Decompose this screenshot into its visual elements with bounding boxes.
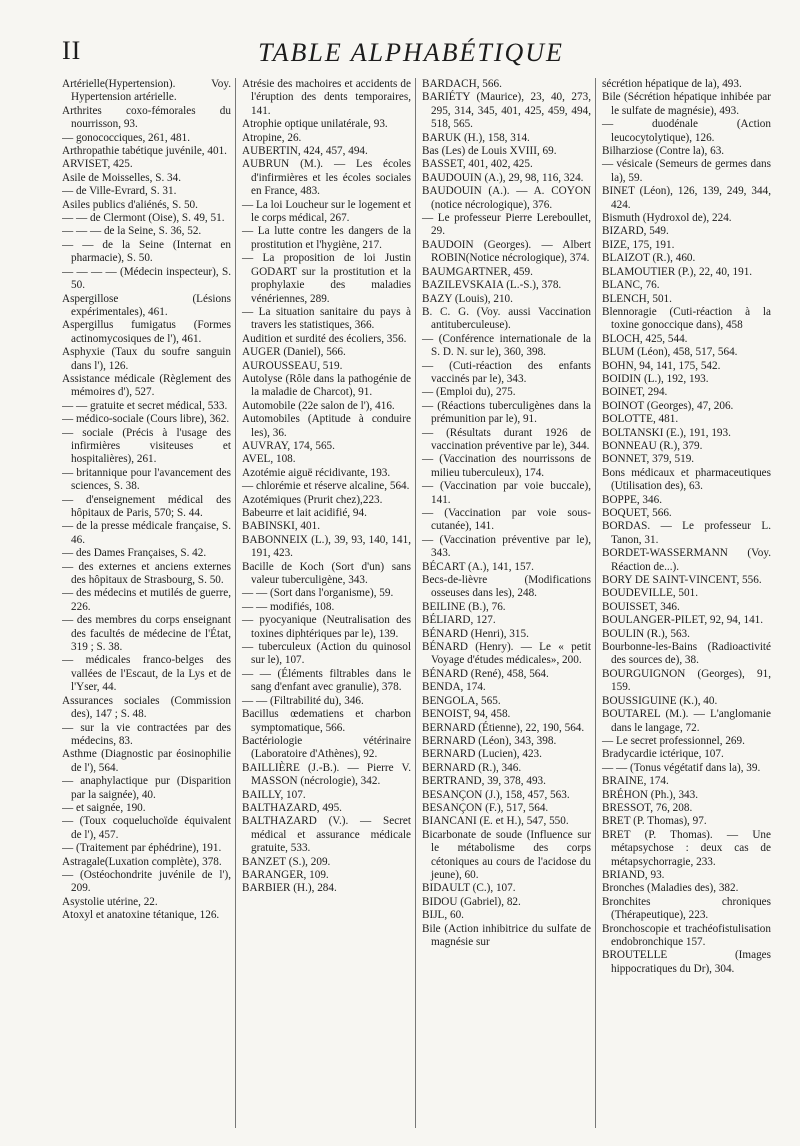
index-entry: BOLOTTE, 481. — [602, 413, 679, 426]
index-entry: BOHN, 94, 141, 175, 542. — [602, 359, 721, 372]
index-entry: — La proposition de loi Justin GODART sur la prostitution et la prophylaxie des maladies vénériennes, 289. — [242, 252, 411, 305]
index-entry: BINET (Léon), 126, 139, 249, 344, 424. — [602, 185, 771, 211]
index-entry: — (Toux coqueluchoïde équivalent de l'), 457. — [62, 815, 231, 841]
index-columns — [62, 78, 771, 1128]
index-entry: BLAMOUTIER (P.), 22, 40, 191. — [602, 265, 753, 278]
index-entry: BARBIER (H.), 284. — [242, 882, 337, 895]
page-title: TABLE ALPHABÉTIQUE — [258, 38, 564, 67]
index-entry: BRIAND, 93. — [602, 868, 665, 881]
index-entry: — d'enseignement médical des hôpitaux de Paris, 570; S. 44. — [62, 493, 231, 519]
index-entry: Assistance médicale (Règlement des mémoires d'), 527. — [62, 372, 231, 399]
index-entry: BORDET-WASSERMANN (Voy. Réaction de...). — [602, 547, 771, 573]
index-entry: BOULIN (R.), 563. — [602, 627, 690, 640]
index-entry: BOPPE, 346. — [602, 493, 662, 506]
index-entry: BAILLY, 107. — [242, 788, 306, 801]
index-entry: BAUDOUIN (A.), 29, 98, 116, 324. — [422, 171, 584, 184]
index-entry: Atrophie optique unilatérale, 93. — [242, 118, 388, 131]
index-column-3 — [415, 78, 591, 1128]
index-entry: — (Résultats durant 1926 de vaccination préventive par le), 344. — [422, 426, 591, 452]
index-entry: BRET (P. Thomas), 97. — [602, 815, 707, 828]
index-entry: — des externes et anciens externes des hôpitaux de Strasbourg, S. 50. — [62, 560, 231, 587]
index-entry: Bourbonne-les-Bains (Radioactivité des sources de), 38. — [602, 641, 771, 667]
index-entry: — de Ville-Evrard, S. 31. — [62, 185, 177, 198]
index-entry: BOUTAREL (M.). — L'anglomanie dans le langage, 72. — [602, 708, 771, 734]
index-entry: BAUDOIN (Georges). — Albert ROBIN(Notice nécrologique), 374. — [422, 238, 591, 265]
index-entry: — et saignée, 190. — [62, 801, 146, 814]
index-entry: BENGOLA, 565. — [422, 694, 501, 707]
index-entry: BOUSSIGUINE (K.), 40. — [602, 694, 718, 707]
index-entry: — (Vaccination des nourrissons de milieu tuberculeux), 174. — [422, 453, 591, 479]
index-entry: Bicarbonate de soude (Influence sur le métabolisme des corps cétoniques au cours de l'acidose du jeune), 60. — [422, 828, 591, 881]
index-entry: — gonococciques, 261, 481. — [62, 131, 191, 144]
index-entry: BIJL, 60. — [422, 909, 464, 922]
index-entry: — des médecins et mutilés de guerre, 226. — [62, 587, 231, 613]
index-entry: — pyocyanique (Neutralisation des toxines diphtériques par le), 139. — [242, 614, 411, 640]
index-entry: Astragale(Luxation complète), 378. — [62, 855, 222, 868]
index-entry: Audition et surdité des écoliers, 356. — [242, 332, 407, 345]
index-entry: BERTRAND, 39, 378, 493. — [422, 775, 546, 788]
index-entry: BERNARD (Lucien), 423. — [422, 748, 542, 761]
index-entry: Becs-de-lièvre (Modifications osseuses dans les), 248. — [422, 574, 591, 600]
index-entry: — des Dames Françaises, S. 42. — [62, 547, 207, 560]
index-entry: — — (Sort dans l'organisme), 59. — [242, 587, 394, 600]
index-entry: Bacille de Koch (Sort d'un) sans valeur tuberculigène, 343. — [242, 560, 411, 587]
index-entry: AVEL, 108. — [242, 453, 296, 466]
index-entry: BONNET, 379, 519. — [602, 453, 695, 466]
index-entry: BESANÇON (F.), 517, 564. — [422, 801, 549, 814]
index-entry: Bile (Sécrétion hépatique inhibée par le sulfate de magnésie), 493. — [602, 91, 771, 117]
index-entry: BÉCART (A.), 141, 157. — [422, 560, 534, 573]
index-entry: AUBRUN (M.). — Les écoles d'infirmières et les écoles sociales en France, 483. — [242, 158, 411, 198]
index-entry: — — — — (Médecin inspecteur), S. 50. — [62, 265, 231, 292]
index-entry: BROUTELLE (Images hippocratiques du Dr), 304. — [602, 949, 771, 975]
index-entry: BRAINE, 174. — [602, 775, 669, 788]
index-entry: — anaphylactique pur (Disparition par la saignée), 40. — [62, 775, 231, 801]
index-entry: BRET (P. Thomas). — Une métapsychose : deux cas de métapsychorragie, 233. — [602, 828, 771, 868]
index-entry: Aspergillus fumigatus (Formes actinomycosiques de l'), 461. — [62, 319, 231, 345]
index-entry: — — modifiés, 108. — [242, 600, 335, 613]
index-entry: Bronchites chroniques (Thérapeutique), 223. — [602, 895, 771, 922]
index-entry: BENOIST, 94, 458. — [422, 708, 511, 721]
index-entry: Bas (Les) de Louis XVIII, 69. — [422, 145, 557, 158]
index-entry: BLAIZOT (R.), 460. — [602, 252, 696, 265]
index-entry: — La loi Loucheur sur le logement et le corps médical, 267. — [242, 198, 411, 225]
index-entry: — (Traitement par éphédrine), 191. — [62, 842, 222, 855]
index-entry: BLANC, 76. — [602, 279, 660, 292]
index-entry: BÉNARD (René), 458, 564. — [422, 667, 549, 680]
index-entry: BORY DE SAINT-VINCENT, 556. — [602, 574, 762, 587]
index-entry: Asphyxie (Taux du soufre sanguin dans l'), 126. — [62, 346, 231, 372]
index-entry: Autolyse (Rôle dans la pathogénie de la maladie de Charcot), 91. — [242, 372, 411, 399]
index-entry: Asystolie utérine, 22. — [62, 895, 158, 908]
index-entry: Bactériologie vétérinaire (Laboratoire d'Athènes), 92. — [242, 734, 411, 761]
index-entry: BESANÇON (J.), 158, 457, 563. — [422, 788, 570, 801]
index-entry: BÉNARD (Henri), 315. — [422, 627, 529, 640]
index-entry: Blennoragie (Cuti-réaction à la toxine gonoccique dans), 458 — [602, 305, 771, 332]
index-entry: — de la presse médicale française, S. 46. — [62, 520, 231, 546]
index-entry: Bismuth (Hydroxol de), 224. — [602, 212, 732, 225]
index-entry: — (Conférence internationale de la S. D. N. sur le), 360, 398. — [422, 332, 591, 359]
index-entry: BRÉHON (Ph.), 343. — [602, 788, 699, 801]
index-entry: Bacillus œdematiens et charbon symptomatique, 566. — [242, 708, 411, 734]
index-entry: — médicales franco-belges des vallées de l'Escaut, de la Lys et de l'Yser, 44. — [62, 654, 231, 694]
index-entry: BOLTANSKI (E.), 191, 193. — [602, 426, 731, 439]
index-entry: BAZILEVSKAIA (L.-S.), 378. — [422, 279, 562, 292]
index-entry: — (Vaccination par voie buccale), 141. — [422, 480, 591, 506]
index-entry: — (Emploi du), 275. — [422, 386, 516, 399]
index-entry: BÉNARD (Henry). — Le « petit Voyage d'études médicales», 200. — [422, 641, 591, 667]
index-entry: — (Cuti-réaction des enfants vaccinés par le), 343. — [422, 359, 591, 385]
index-entry: — — de Clermont (Oise), S. 49, 51. — [62, 212, 225, 225]
index-entry: — — (Tonus végétatif dans la), 39. — [602, 761, 761, 774]
index-entry: BAZY (Louis), 210. — [422, 292, 513, 305]
index-entry: — duodénale (Action leucocytolytique), 126. — [602, 118, 771, 144]
index-entry: BAILLIÈRE (J.-B.). — Pierre V. MASSON (nécrologie), 342. — [242, 761, 411, 788]
index-entry: — tuberculeux (Action du quinosol sur le), 107. — [242, 641, 411, 667]
index-entry: BANZET (S.), 209. — [242, 855, 331, 868]
index-entry: Bile (Action inhibitrice du sulfate de magnésie sur — [422, 922, 591, 948]
index-entry: — (Réactions tuberculigènes dans la prémunition par le), 91. — [422, 399, 591, 426]
index-entry: AUBERTIN, 424, 457, 494. — [242, 145, 368, 158]
index-entry: BLOCH, 425, 544. — [602, 332, 688, 345]
index-entry: — chlorémie et réserve alcaline, 564. — [242, 480, 410, 493]
index-entry: AUVRAY, 174, 565. — [242, 439, 335, 452]
index-entry: Atrésie des machoires et accidents de l'éruption des dents temporaires, 141. — [242, 78, 411, 117]
index-entry: Bronches (Maladies des), 382. — [602, 882, 739, 895]
index-entry: BIDAULT (C.), 107. — [422, 882, 516, 895]
index-entry: Arthrites coxo-fémorales du nourrisson, 93. — [62, 104, 231, 131]
index-entry: BEILINE (B.), 76. — [422, 600, 506, 613]
index-column-1 — [62, 78, 231, 1128]
index-entry: Asiles publics d'aliénés, S. 50. — [62, 198, 198, 211]
index-entry: BONNEAU (R.), 379. — [602, 439, 703, 452]
index-entry: Bronchoscopie et trachéofistulisation endobronchique 157. — [602, 922, 771, 948]
index-entry: BALTHAZARD (V.). — Secret médical et assurance médicale gratuite, 533. — [242, 815, 411, 855]
index-entry: BOUDEVILLE, 501. — [602, 587, 699, 600]
index-entry: Azotémie aiguë récidivante, 193. — [242, 466, 391, 479]
index-entry: — La situation sanitaire du pays à travers les statistiques, 366. — [242, 305, 411, 332]
index-entry: — — (Éléments filtrables dans le sang d'enfant avec granulie), 378. — [242, 667, 411, 694]
index-entry: AUROUSSEAU, 519. — [242, 359, 343, 372]
index-entry: BORDAS. — Le professeur L. Tanon, 31. — [602, 520, 771, 546]
index-entry: BLENCH, 501. — [602, 292, 672, 305]
index-entry: Arthropathie tabétique juvénile, 401. — [62, 145, 227, 158]
index-entry: BIDOU (Gabriel), 82. — [422, 895, 521, 908]
index-entry: BERNARD (R.), 346. — [422, 761, 522, 774]
index-entry: B. C. G. (Voy. aussi Vaccination antituberculeuse). — [422, 305, 591, 332]
index-entry: — — — de la Seine, S. 36, 52. — [62, 225, 202, 238]
index-entry: Asile de Moisselles, S. 34. — [62, 171, 182, 184]
index-entry: — — (Filtrabilité du), 346. — [242, 694, 364, 707]
index-entry: BARIÉTY (Maurice), 23, 40, 273, 295, 314, 345, 401, 425, 459, 494, 518, 565. — [422, 91, 591, 131]
index-entry: Atropine, 26. — [242, 131, 302, 144]
index-entry: BOINOT (Georges), 47, 206. — [602, 399, 734, 412]
index-entry: — des membres du corps enseignant des facultés de médecine de l'État, 319 ; S. 38. — [62, 614, 231, 654]
index-entry: — — de la Seine (Internat en pharmacie), S. 50. — [62, 238, 231, 265]
index-entry: BABINSKI, 401. — [242, 520, 321, 533]
index-entry: Bilharziose (Contre la), 63. — [602, 145, 725, 158]
index-entry: BENDA, 174. — [422, 681, 486, 694]
index-entry: BIZE, 175, 191. — [602, 238, 675, 251]
index-entry: Automobile (22e salon de l'), 416. — [242, 399, 395, 412]
index-entry: BOUISSET, 346. — [602, 600, 680, 613]
index-entry: Aspergillose (Lésions expérimentales), 461. — [62, 292, 231, 318]
index-entry: — britannique pour l'avancement des sciences, S. 38. — [62, 466, 231, 493]
index-entry: BIZARD, 549. — [602, 225, 669, 238]
index-entry: — médico-sociale (Cours libre), 362. — [62, 413, 230, 426]
index-entry: — La lutte contre les dangers de la prostitution et l'hygiène, 217. — [242, 225, 411, 251]
index-entry: Assurances sociales (Commission des), 147 ; S. 48. — [62, 694, 231, 721]
index-entry: Bradycardie ictérique, 107. — [602, 748, 724, 761]
index-entry: BOQUET, 566. — [602, 507, 672, 519]
page-header — [62, 32, 760, 72]
index-entry: BIANCANI (E. et H.), 547, 550. — [422, 815, 569, 828]
index-entry: sécrétion hépatique de la), 493. — [602, 78, 742, 90]
index-entry: — Le professeur Pierre Lereboullet, 29. — [422, 212, 591, 238]
index-entry: BARANGER, 109. — [242, 868, 329, 881]
index-entry: BERNARD (Léon), 343, 398. — [422, 734, 557, 747]
index-entry: — sur la vie contractées par des médecins, 83. — [62, 721, 231, 747]
page-number: II — [62, 36, 82, 65]
index-entry: — (Vaccination par voie sous-cutanée), 141. — [422, 507, 591, 533]
index-entry: — (Vaccination préventive par le), 343. — [422, 533, 591, 560]
index-entry: BOIDIN (L.), 192, 193. — [602, 372, 709, 385]
index-entry: — (Ostéochondrite juvénile de l'), 209. — [62, 868, 231, 895]
index-entry: BAUMGARTNER, 459. — [422, 265, 533, 278]
index-entry: — — gratuite et secret médical, 533. — [62, 399, 228, 412]
index-entry: BERNARD (Étienne), 22, 190, 564. — [422, 721, 585, 734]
index-entry: AUGER (Daniel), 566. — [242, 346, 346, 359]
index-entry: Asthme (Diagnostic par éosinophilie de l'), 564. — [62, 748, 231, 774]
index-entry: BOULANGER-PILET, 92, 94, 141. — [602, 614, 764, 627]
index-entry: Azotémiques (Prurit chez),223. — [242, 493, 383, 506]
index-entry: BASSET, 401, 402, 425. — [422, 158, 533, 171]
index-entry: — vésicale (Semeurs de germes dans la), 59. — [602, 158, 771, 184]
index-entry: BRESSOT, 76, 208. — [602, 801, 693, 814]
index-entry: Artérielle(Hypertension). Voy. Hypertension artérielle. — [62, 78, 231, 104]
index-entry: Bons médicaux et pharmaceutiques (Utilisation des), 63. — [602, 466, 771, 493]
index-entry: BARDACH, 566. — [422, 78, 502, 90]
index-entry: BOURGUIGNON (Georges), 91, 159. — [602, 667, 771, 694]
index-column-2 — [235, 78, 411, 1128]
index-entry: BABONNEIX (L.), 39, 93, 140, 141, 191, 423. — [242, 533, 411, 560]
index-entry: BÉLIARD, 127. — [422, 614, 496, 627]
index-entry: ARVISET, 425. — [62, 158, 133, 171]
index-entry: BALTHAZARD, 495. — [242, 801, 342, 814]
index-entry: — Le secret professionnel, 269. — [602, 734, 745, 747]
index-entry: — sociale (Précis à l'usage des infirmières visiteuses et hospitalières), 261. — [62, 426, 231, 466]
index-entry: BARUK (H.), 158, 314. — [422, 131, 530, 144]
index-column-4 — [595, 78, 771, 1128]
index-entry: BLUM (Léon), 458, 517, 564. — [602, 346, 738, 359]
index-entry: Atoxyl et anatoxine tétanique, 126. — [62, 909, 220, 922]
index-entry: BOINET, 294. — [602, 386, 668, 399]
index-entry: Automobiles (Aptitude à conduire les), 36. — [242, 413, 411, 439]
index-entry: Babeurre et lait acidifié, 94. — [242, 507, 367, 519]
index-entry: BAUDOUIN (A.). — A. COYON (notice nécrologique), 376. — [422, 185, 591, 211]
